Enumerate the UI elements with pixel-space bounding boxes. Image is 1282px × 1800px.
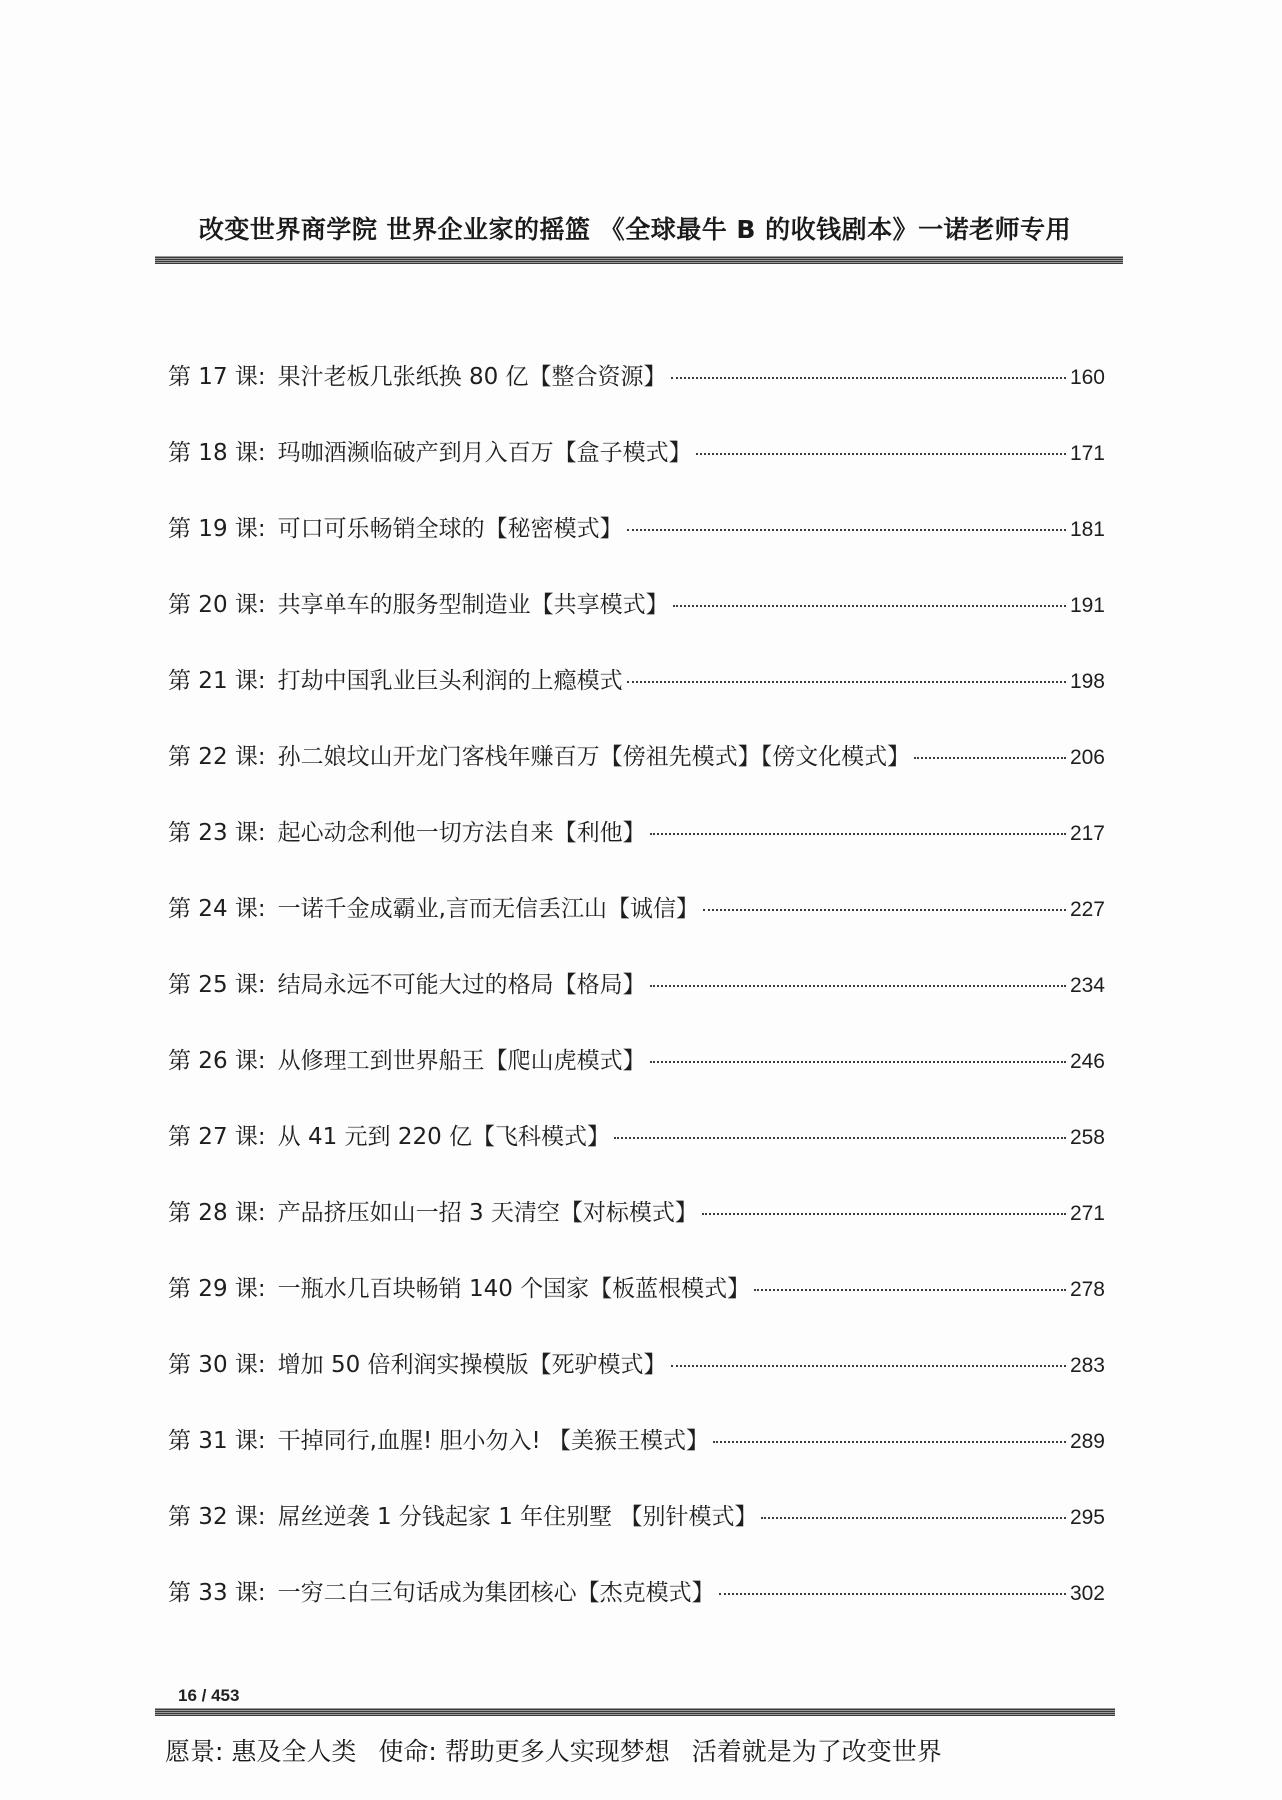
toc-entry-label: 第 20 课: <box>168 592 266 618</box>
toc-entry-label: 第 19 课: <box>168 516 266 542</box>
dot-leader <box>754 1289 1066 1291</box>
toc-entry[interactable] <box>168 890 1105 966</box>
toc-entry-page: 206 <box>1069 746 1105 769</box>
toc-entry-page: 234 <box>1069 974 1105 997</box>
toc-entry[interactable] <box>168 358 1105 434</box>
footer-slogan: 活着就是为了改变世界 <box>691 1737 942 1766</box>
dot-leader <box>650 833 1066 835</box>
dot-leader <box>627 681 1066 683</box>
toc-entry[interactable] <box>168 1042 1105 1118</box>
toc-entry-label: 第 21 课: <box>168 668 266 694</box>
toc-entry[interactable] <box>168 1118 1105 1194</box>
dot-leader <box>713 1441 1066 1443</box>
toc-entry[interactable] <box>168 1422 1105 1498</box>
toc-entry-page: 198 <box>1069 670 1105 693</box>
toc-entry[interactable] <box>168 662 1105 738</box>
toc-entry[interactable] <box>168 586 1105 662</box>
toc-entry-label: 第 30 课: <box>168 1352 266 1378</box>
toc-entry-title: 从修理工到世界船王【爬山虎模式】 <box>277 1048 646 1074</box>
toc-entry-label: 第 24 课: <box>168 896 266 922</box>
toc-entry-title: 共享单车的服务型制造业【共享模式】 <box>277 592 669 618</box>
toc-entry-label: 第 28 课: <box>168 1200 266 1226</box>
toc-entry-label: 第 33 课: <box>168 1580 266 1606</box>
toc-entry-title: 孙二娘坟山开龙门客栈年赚百万【傍祖先模式】【傍文化模式】 <box>277 744 911 770</box>
toc-entry-page: 295 <box>1069 1506 1105 1529</box>
toc-entry[interactable] <box>168 1270 1105 1346</box>
table-of-contents <box>168 358 1105 1650</box>
toc-entry-title: 打劫中国乳业巨头利润的上瘾模式 <box>277 668 623 694</box>
dot-leader <box>650 985 1066 987</box>
dot-leader <box>650 1061 1066 1063</box>
dot-leader <box>671 1365 1066 1367</box>
footer-motto <box>165 1732 1125 1768</box>
toc-entry-title: 一瓶水几百块畅销 140 个国家【板蓝根模式】 <box>277 1276 751 1302</box>
toc-entry-title: 起心动念利他一切方法自来【利他】 <box>277 820 646 846</box>
toc-entry-label: 第 29 课: <box>168 1276 266 1302</box>
toc-entry[interactable] <box>168 1498 1105 1574</box>
toc-entry-page: 217 <box>1069 822 1105 845</box>
dot-leader <box>761 1517 1065 1519</box>
dot-leader <box>719 1593 1066 1595</box>
toc-entry-page: 271 <box>1069 1202 1105 1225</box>
toc-entry-page: 246 <box>1069 1050 1105 1073</box>
toc-entry[interactable] <box>168 1574 1105 1650</box>
page-number: 16 / 453 <box>178 1686 240 1705</box>
toc-entry-page: 171 <box>1069 442 1105 465</box>
header-title: 改变世界商学院 世界企业家的摇篮 《全球最牛 B 的收钱剧本》一诺老师专用 <box>198 215 1072 244</box>
dot-leader <box>673 605 1066 607</box>
toc-entry-label: 第 18 课: <box>168 440 266 466</box>
toc-entry-label: 第 17 课: <box>168 364 266 390</box>
toc-entry-title: 从 41 元到 220 亿【飞科模式】 <box>277 1124 611 1150</box>
toc-entry-label: 第 22 课: <box>168 744 266 770</box>
toc-entry-title: 一穷二白三句话成为集团核心【杰克模式】 <box>277 1580 715 1606</box>
dot-leader <box>702 1213 1066 1215</box>
toc-entry-page: 258 <box>1069 1126 1105 1149</box>
dot-leader <box>671 377 1066 379</box>
dot-leader <box>914 757 1066 759</box>
toc-entry-page: 191 <box>1069 594 1105 617</box>
toc-entry-label: 第 27 课: <box>168 1124 266 1150</box>
toc-entry[interactable] <box>168 738 1105 814</box>
toc-entry-title: 干掉同行,血腥! 胆小勿入! 【美猴王模式】 <box>277 1428 710 1454</box>
toc-entry-title: 屌丝逆袭 1 分钱起家 1 年住别墅 【别针模式】 <box>277 1504 758 1530</box>
toc-entry-label: 第 31 课: <box>168 1428 266 1454</box>
dot-leader <box>703 909 1066 911</box>
toc-entry-page: 278 <box>1069 1278 1105 1301</box>
toc-entry-title: 可口可乐畅销全球的【秘密模式】 <box>277 516 623 542</box>
dot-leader <box>627 529 1066 531</box>
toc-entry-label: 第 26 课: <box>168 1048 266 1074</box>
toc-entry-page: 181 <box>1069 518 1105 541</box>
dot-leader <box>696 453 1066 455</box>
toc-entry[interactable] <box>168 1194 1105 1270</box>
footer-vision: 愿景: 惠及全人类 <box>165 1737 357 1766</box>
toc-entry-page: 289 <box>1069 1430 1105 1453</box>
toc-entry-page: 160 <box>1069 366 1105 389</box>
dot-leader <box>614 1137 1066 1139</box>
toc-entry[interactable] <box>168 510 1105 586</box>
header-rule <box>155 256 1123 264</box>
footer-rule <box>155 1708 1115 1716</box>
toc-entry-label: 第 32 课: <box>168 1504 266 1530</box>
toc-entry-title: 产品挤压如山一招 3 天清空【对标模式】 <box>277 1200 698 1226</box>
toc-entry-title: 果汁老板几张纸换 80 亿【整合资源】 <box>277 364 667 390</box>
footer-mission: 使命: 帮助更多人实现梦想 <box>378 1737 670 1766</box>
toc-entry-page: 283 <box>1069 1354 1105 1377</box>
toc-entry[interactable] <box>168 1346 1105 1422</box>
toc-entry-title: 一诺千金成霸业,言而无信丢江山【诚信】 <box>277 896 699 922</box>
toc-entry[interactable] <box>168 966 1105 1042</box>
toc-entry-title: 增加 50 倍利润实操模版【死驴模式】 <box>277 1352 667 1378</box>
toc-entry[interactable] <box>168 814 1105 890</box>
toc-entry-label: 第 25 课: <box>168 972 266 998</box>
toc-entry[interactable] <box>168 434 1105 510</box>
toc-entry-title: 结局永远不可能大过的格局【格局】 <box>277 972 646 998</box>
toc-entry-page: 302 <box>1069 1582 1105 1605</box>
toc-entry-page: 227 <box>1069 898 1105 921</box>
toc-entry-label: 第 23 课: <box>168 820 266 846</box>
toc-entry-title: 玛咖酒濒临破产到月入百万【盒子模式】 <box>277 440 692 466</box>
